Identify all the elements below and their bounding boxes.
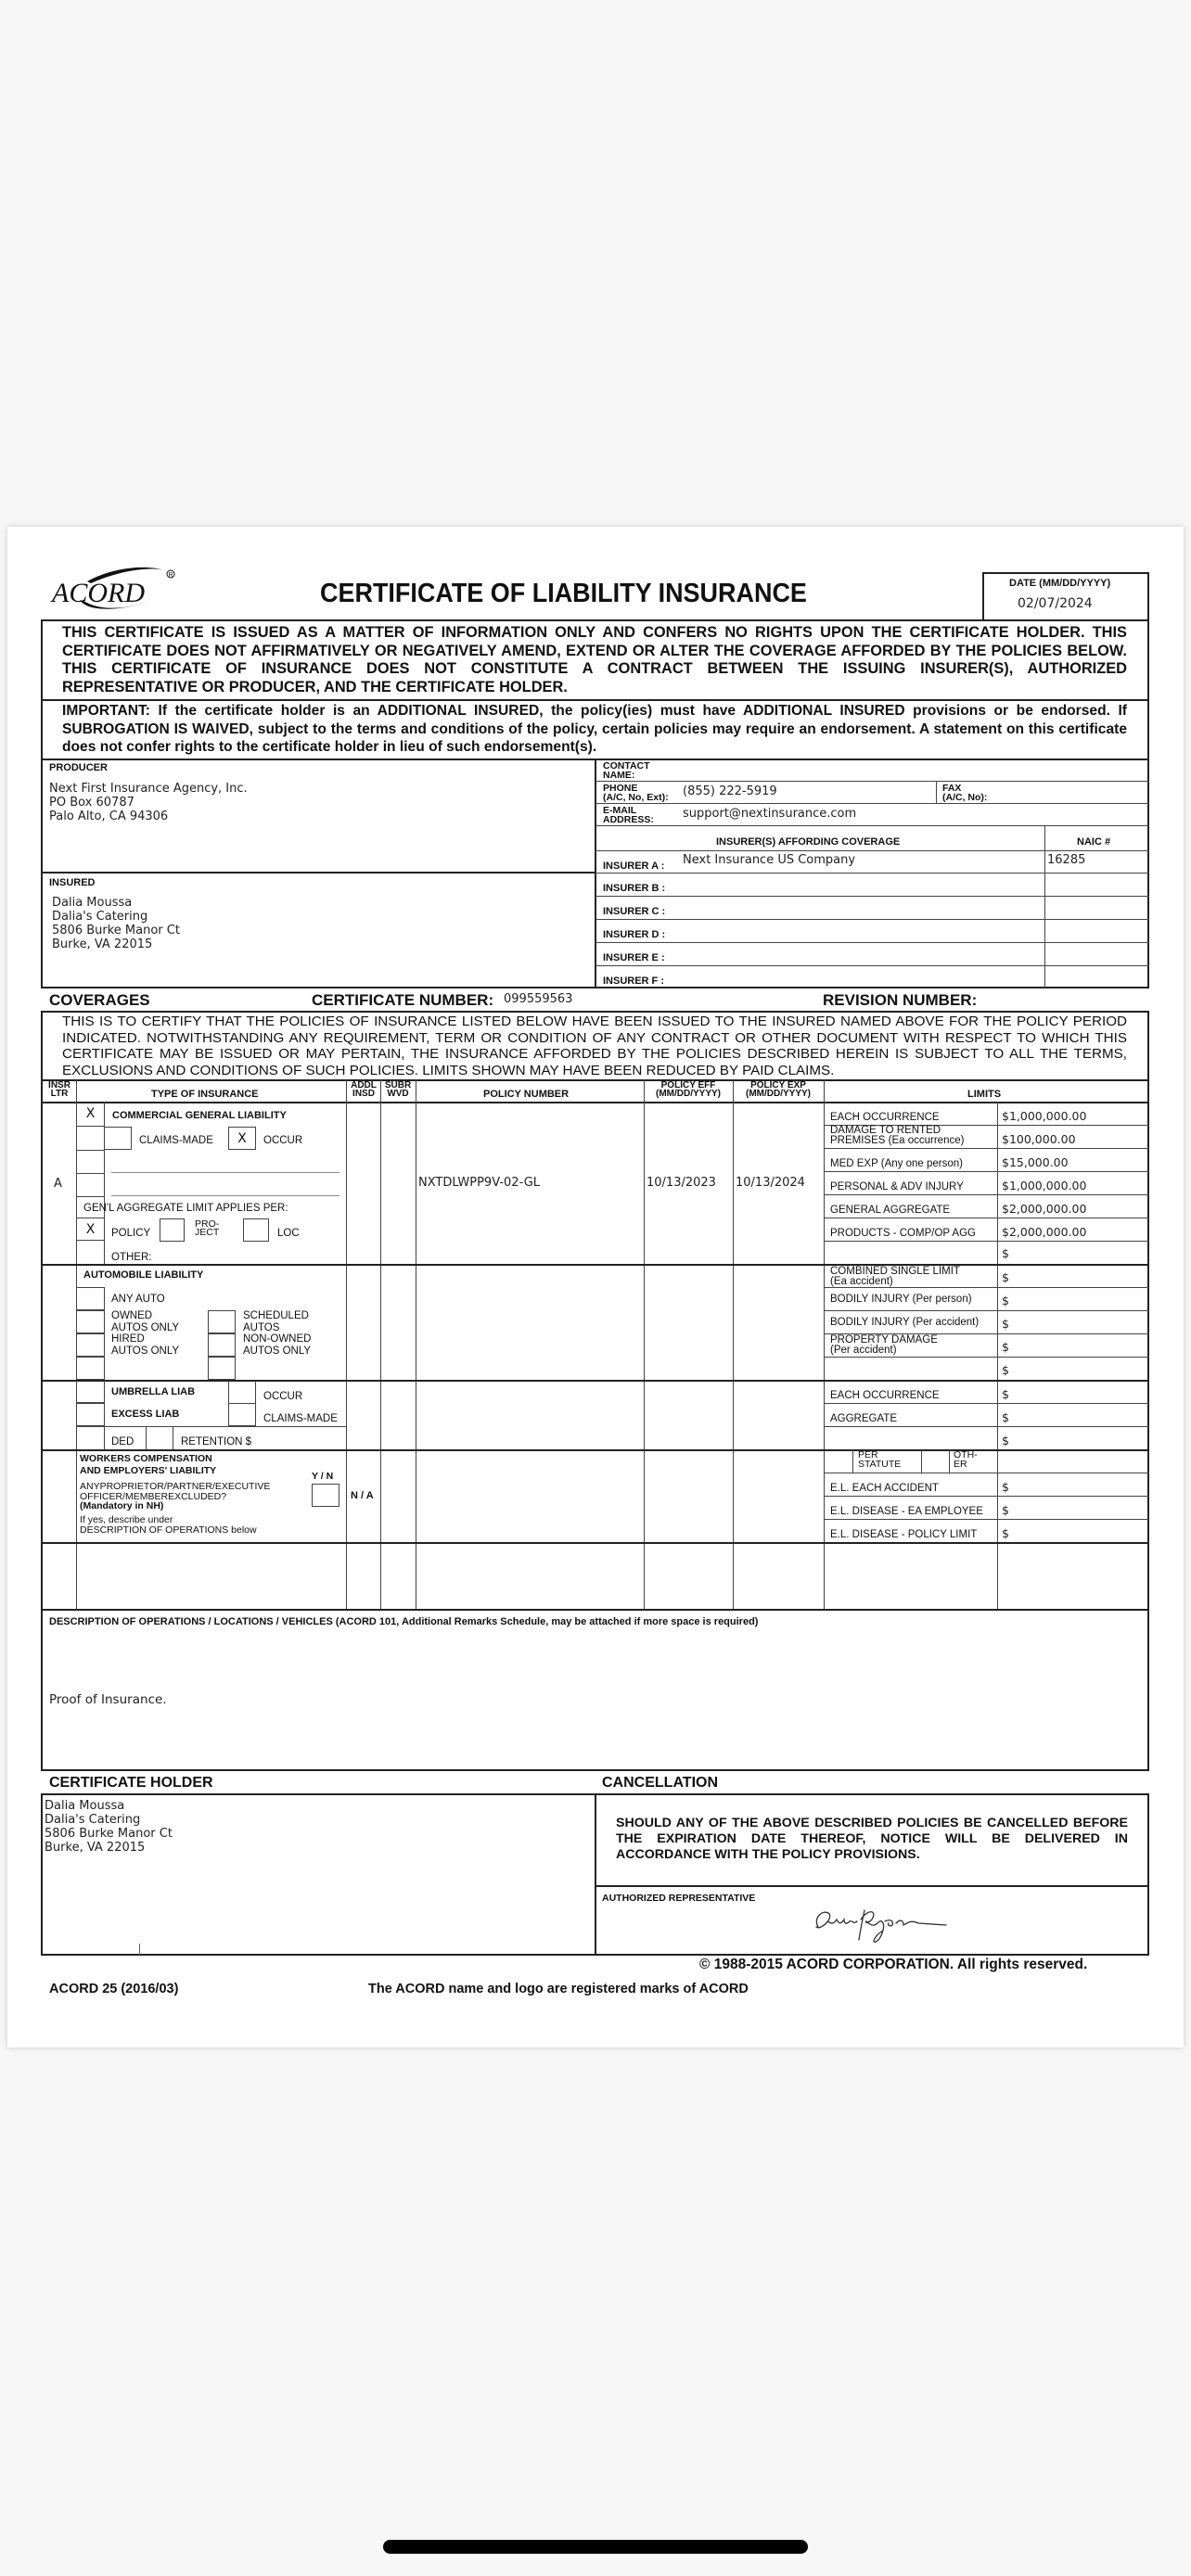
wc-title: [80, 1453, 216, 1477]
insurers-header: INSURER(S) AFFORDING COVERAGE: [716, 836, 901, 848]
scheduled-autos-label: [243, 1310, 309, 1333]
producer-line: Palo Alto, CA 94306: [49, 810, 169, 823]
auto-liability-label: AUTOMOBILE LIABILITY: [83, 1269, 204, 1281]
col-policy-eff-1: POLICY EFF: [660, 1080, 716, 1090]
divider: [921, 1449, 922, 1473]
divider: [111, 1195, 339, 1196]
divider: [596, 825, 1149, 826]
loc-label: LOC: [277, 1228, 300, 1239]
auto-other2-checkbox[interactable]: [208, 1357, 236, 1380]
owned-autos-checkbox[interactable]: [76, 1310, 105, 1333]
col-subr-1: SUBR: [384, 1080, 412, 1090]
gl-limit-label: EACH OCCURRENCE: [830, 1112, 940, 1123]
auto-limit-value: $: [1002, 1340, 1009, 1354]
revision-number-label: REVISION NUMBER:: [823, 991, 978, 1009]
other-label: OTHER:: [111, 1252, 152, 1263]
section-divider: [41, 1449, 1149, 1451]
owned-autos-label: [111, 1310, 179, 1333]
producer-line: Next First Insurance Agency, Inc.: [49, 782, 248, 796]
col-limits: LIMITS: [967, 1089, 1002, 1100]
insured-label: INSURED: [49, 877, 96, 888]
insured-line: Dalia's Catering: [52, 910, 148, 924]
divider: [596, 919, 1149, 920]
cancellation-text: SHOULD ANY OF THE ABOVE DESCRIBED POLICIES BE CANCELLED BEFORE THE EXPIRATION DATE THEREOF, NOTICE WILL BE DELIVERED IN ACCORDANCE WITH THE POLICY PROVISIONS.: [616, 1816, 1128, 1862]
divider: [949, 1449, 950, 1473]
auto-limit-value: $: [1002, 1270, 1009, 1284]
scheduled-1: SCHEDULED: [243, 1310, 309, 1321]
col-policy-eff: [646, 1081, 731, 1098]
trademark: The ACORD name and logo are registered marks of ACORD: [368, 1982, 749, 1996]
divider: [111, 1172, 339, 1173]
auth-rep-label: AUTHORIZED REPRESENTATIVE: [602, 1893, 756, 1904]
svg-text:R: R: [168, 572, 173, 579]
wc-na: N / A: [351, 1490, 374, 1501]
other-2: ER: [954, 1458, 967, 1470]
divider: [824, 1148, 1149, 1149]
insurer-name: Next Insurance US Company: [683, 853, 856, 867]
umbrella-limit-value: $: [1002, 1387, 1009, 1401]
gl-limit-value: $: [1002, 1246, 1009, 1260]
divider: [596, 942, 1149, 943]
insurer-label: INSURER E :: [603, 952, 665, 963]
certificate-holder-label: CERTIFICATE HOLDER: [49, 1775, 213, 1791]
project-label: [195, 1220, 219, 1237]
divider: [596, 803, 1149, 804]
cgl-label: COMMERCIAL GENERAL LIABILITY: [112, 1110, 287, 1121]
wc-question: [80, 1482, 270, 1511]
divider: [139, 1944, 140, 1955]
fax-label-1: FAX: [942, 783, 962, 794]
gl-limit-label: PERSONAL & ADV INJURY: [830, 1181, 964, 1192]
cert-number-label: CERTIFICATE NUMBER:: [312, 991, 494, 1009]
gl-limit-label-2: PREMISES (Ea occurrence): [830, 1135, 965, 1146]
insured-line: 5806 Burke Manor Ct: [52, 924, 180, 937]
any-auto-label: ANY AUTO: [111, 1294, 165, 1305]
wc-q4: If yes, describe under: [80, 1514, 173, 1525]
email-label-1: E-MAIL: [603, 805, 637, 816]
col-addl-2: INSD: [352, 1089, 375, 1099]
loc-checkbox[interactable]: [243, 1218, 269, 1242]
project-label-1: PRO-: [195, 1218, 220, 1230]
phone-label: [603, 784, 669, 802]
naic-header: NAIC #: [1077, 836, 1111, 848]
holder-line: Dalia's Catering: [45, 1813, 141, 1827]
col-policy-exp: [735, 1081, 822, 1098]
hired-1: HIRED: [111, 1333, 145, 1345]
divider: [824, 1403, 1149, 1404]
owned-2: AUTOS ONLY: [111, 1321, 180, 1333]
claims-made-checkbox[interactable]: [104, 1127, 132, 1150]
page-title: CERTIFICATE OF LIABILITY INSURANCE: [320, 579, 807, 608]
non-owned-autos-checkbox[interactable]: [208, 1333, 236, 1357]
form-id: ACORD 25 (2016/03): [49, 1982, 179, 1996]
divider: [824, 1287, 1149, 1288]
wc-limit-value: $: [1002, 1526, 1009, 1540]
wc-limit-label: E.L. DISEASE - POLICY LIMIT: [830, 1529, 978, 1540]
gl-limit-value: $1,000,000.00: [1002, 1179, 1087, 1192]
scheduled-autos-checkbox[interactable]: [208, 1310, 236, 1333]
cgl-checkbox[interactable]: X: [85, 1106, 96, 1121]
umbrella-checkbox[interactable]: [76, 1381, 105, 1403]
divider: [852, 1449, 853, 1473]
description-value[interactable]: Proof of Insurance.: [49, 1692, 167, 1707]
coverages-label: COVERAGES: [49, 991, 150, 1009]
per-statute-label: [858, 1451, 901, 1469]
gl-policy-exp: 10/13/2024: [736, 1176, 805, 1190]
occur-label: OCCUR: [263, 1135, 303, 1146]
excess-label: EXCESS LIAB: [111, 1409, 180, 1420]
insured-line: Burke, VA 22015: [52, 937, 153, 951]
holder-line: Dalia Moussa: [45, 1799, 125, 1813]
acord-swoosh-icon: [48, 561, 186, 617]
col-divider: [346, 1079, 347, 1611]
col-policy-exp-1: POLICY EXP: [750, 1080, 806, 1090]
retention-label: RETENTION $: [181, 1436, 252, 1447]
producer-label: PRODUCER: [49, 762, 108, 773]
wc-q3: (Mandatory in NH): [80, 1500, 164, 1511]
col-insr-ltr: [45, 1081, 74, 1098]
divider: [824, 1357, 1149, 1358]
nonowned-2: AUTOS ONLY: [243, 1345, 312, 1357]
auto-limit-label: [830, 1335, 938, 1355]
divider: [41, 872, 596, 874]
insurer-label: INSURER C :: [603, 906, 666, 917]
gl-limit-value: $2,000,000.00: [1002, 1202, 1087, 1216]
col-policy-eff-2: (MM/DD/YYYY): [656, 1089, 721, 1099]
col-insr-ltr-1: INSR: [48, 1080, 70, 1090]
gl-limit-value: $1,000,000.00: [1002, 1109, 1087, 1123]
divider: [824, 1426, 1149, 1427]
col-insr-ltr-2: LTR: [50, 1089, 69, 1099]
occur-checkbox[interactable]: X: [228, 1127, 256, 1150]
scheduled-2: AUTOS: [243, 1321, 280, 1333]
col-divider: [644, 1079, 645, 1611]
coverage-statement: THIS IS TO CERTIFY THAT THE POLICIES OF INSURANCE LISTED BELOW HAVE BEEN ISSUED TO THE INSURED NAMED ABOVE FOR THE POLICY PERIOD INDICATED. NOTWITHSTANDING ANY REQUIREMENT, TERM OR CONDITION OF ANY CONTRACT OR OTHER DOCUMENT WITH RESPECT TO WHICH THIS CERTIFICATE MAY BE ISSUED OR MAY PERTAIN, THE INSURANCE AFFORDED BY THE POLICIES DESCRIBED HEREIN IS SUBJECT TO ALL THE TERMS, EXCLUSIONS AND CONDITIONS OF SUCH POLICIES. LIMITS SHOWN MAY HAVE BEEN REDUCED BY PAID CLAIMS.: [62, 1014, 1127, 1078]
gl-limit-label: GENERAL AGGREGATE: [830, 1205, 951, 1216]
divider: [824, 1519, 1149, 1520]
wc-limit-value: $: [1002, 1480, 1009, 1494]
project-checkbox[interactable]: [160, 1218, 185, 1242]
other-1: OTH-: [954, 1449, 978, 1460]
auto-limit-value: $: [1002, 1317, 1009, 1331]
wc-note: [80, 1515, 257, 1535]
section-divider: [41, 1264, 1149, 1266]
col-policy-exp-2: (MM/DD/YYYY): [746, 1089, 811, 1099]
divider: [595, 1885, 1149, 1887]
auto-limit-label-1: COMBINED SINGLE LIMIT: [830, 1266, 960, 1277]
col-subr: [382, 1081, 414, 1098]
divider: [104, 1426, 105, 1449]
per-statute-2: STATUTE: [858, 1458, 902, 1470]
holder-line: 5806 Burke Manor Ct: [45, 1827, 173, 1841]
gl-limit-value: $2,000,000.00: [1002, 1225, 1087, 1239]
wc-excluded-checkbox[interactable]: [312, 1484, 339, 1507]
umbrella-limit-label: AGGREGATE: [830, 1413, 897, 1424]
auto-limit-label-4: (Per accident): [830, 1344, 897, 1356]
fax-label: [942, 784, 987, 802]
umbrella-limit-value: $: [1002, 1434, 1009, 1447]
nonowned-1: NON-OWNED: [243, 1333, 312, 1345]
gl-policy-eff: 10/13/2023: [647, 1176, 716, 1190]
gl-limit-label-1: DAMAGE TO RENTED: [830, 1125, 941, 1136]
col-subr-2: WVD: [387, 1089, 409, 1099]
excess-checkbox[interactable]: [76, 1403, 105, 1426]
divider: [824, 1496, 1149, 1497]
divider: [76, 1150, 104, 1151]
phone-label-1: PHONE: [603, 783, 638, 794]
hired-autos-label: [111, 1333, 179, 1357]
contact-name-label-1: CONTACT: [603, 760, 650, 772]
contact-name-label-2: NAME:: [603, 770, 635, 781]
divider: [596, 850, 1149, 851]
email-label: [603, 806, 654, 824]
signature: [807, 1899, 955, 1947]
divider: [76, 1426, 346, 1427]
umbrella-occur-label: OCCUR: [263, 1391, 303, 1402]
col-type: TYPE OF INSURANCE: [151, 1089, 259, 1100]
umbrella-limit-label: EACH OCCURRENCE: [830, 1390, 940, 1401]
divider: [76, 1126, 104, 1127]
umbrella-claims-made-label: CLAIMS-MADE: [263, 1413, 338, 1424]
gl-limit-label: PRODUCTS - COMP/OP AGG: [830, 1228, 976, 1239]
umbrella-label: UMBRELLA LIAB: [111, 1386, 196, 1397]
gl-limit-label: MED EXP (Any one person): [830, 1158, 963, 1169]
home-indicator[interactable]: [383, 2540, 808, 2554]
cert-number-value: 099559563: [504, 992, 573, 1006]
divider: [824, 1194, 1149, 1195]
contact-name-label: [603, 761, 650, 780]
date-value: 02/07/2024: [1018, 596, 1093, 611]
insured-line: Dalia Moussa: [52, 896, 133, 910]
other-statute-label: [954, 1451, 978, 1469]
insurer-label: INSURER D :: [603, 929, 666, 940]
divider: [824, 1171, 1149, 1172]
col-policy-number: POLICY NUMBER: [483, 1089, 570, 1100]
fax-label-2: (A/C, No):: [942, 792, 988, 803]
ded-label: DED: [111, 1436, 134, 1447]
auto-limit-label: BODILY INJURY (Per person): [830, 1294, 972, 1305]
gl-limit-value: $15,000.00: [1002, 1155, 1069, 1169]
gl-limit-value: $100,000.00: [1002, 1132, 1076, 1146]
umbrella-occur-checkbox[interactable]: [228, 1381, 256, 1404]
wc-limit-label: E.L. DISEASE - EA EMPLOYEE: [830, 1506, 983, 1517]
col-divider: [380, 1079, 381, 1611]
col-addl-1: ADDL: [351, 1080, 377, 1090]
owned-1: OWNED: [111, 1310, 153, 1321]
copyright: © 1988-2015 ACORD CORPORATION. All rights reserved.: [699, 1957, 1088, 1972]
important-text: IMPORTANT: If the certificate holder is an ADDITIONAL INSURED, the policy(ies) must have ADDITIONAL INSURED provisions or be endorsed. If SUBROGATION IS WAIVED, subject to the terms and conditions of the policy, certain policies may require an endorsement. A statement on this certificate does not confer rights to the certificate holder in lieu of such endorsement(s).: [62, 703, 1127, 755]
cancellation-label: CANCELLATION: [602, 1775, 719, 1791]
auto-other-checkbox[interactable]: [76, 1357, 105, 1380]
project-label-2: JECT: [195, 1227, 220, 1238]
wc-title-1: WORKERS COMPENSATION: [80, 1453, 212, 1464]
divider: [595, 759, 596, 988]
email-label-2: ADDRESS:: [603, 814, 654, 825]
umbrella-claims-made-checkbox[interactable]: [228, 1403, 256, 1426]
col-divider: [824, 1079, 825, 1611]
gen-agg-label: GEN'L AGGREGATE LIMIT APPLIES PER:: [83, 1203, 288, 1214]
hired-autos-checkbox[interactable]: [76, 1333, 105, 1357]
col-divider: [733, 1079, 734, 1611]
divider: [76, 1196, 104, 1197]
divider: [596, 965, 1149, 966]
insr-ltr-a: A: [54, 1177, 62, 1191]
insurer-label: INSURER A :: [603, 861, 665, 872]
email-value: support@nextinsurance.com: [683, 807, 857, 821]
description-label: DESCRIPTION OF OPERATIONS / LOCATIONS / VEHICLES (ACORD 101, Additional Remarks Schedule, may be attached if more space is required): [49, 1616, 759, 1627]
description-box: [41, 1609, 1149, 1771]
gl-policy-number: NXTDLWPP9V-02-GL: [418, 1176, 541, 1190]
svg-text:ACORD: ACORD: [52, 578, 145, 608]
wc-title-2: AND EMPLOYERS' LIABILITY: [80, 1465, 217, 1476]
per-statute-1: PER: [858, 1449, 878, 1460]
auto-limit-label: [830, 1267, 960, 1286]
producer-line: PO Box 60787: [49, 796, 134, 810]
wc-q2: OFFICER/MEMBEREXCLUDED?: [80, 1490, 227, 1502]
signature-icon: [807, 1899, 955, 1947]
divider: [936, 781, 937, 803]
hired-2: AUTOS ONLY: [111, 1345, 180, 1357]
phone-label-2: (A/C, No, Ext):: [603, 792, 669, 803]
insurer-label: INSURER F :: [603, 976, 664, 987]
divider: [76, 1173, 104, 1174]
umbrella-limit-value: $: [1002, 1410, 1009, 1424]
auto-limit-label: BODILY INJURY (Per accident): [830, 1317, 980, 1328]
gl-limit-label: [830, 1126, 964, 1146]
divider: [596, 896, 1149, 897]
divider: [824, 1241, 1149, 1242]
col-addl: [348, 1081, 379, 1098]
non-owned-autos-label: [243, 1333, 311, 1357]
yn-label: Y / N: [312, 1471, 334, 1482]
section-divider: [41, 1380, 1149, 1382]
policy-label: POLICY: [111, 1228, 151, 1239]
auto-limit-label-2: (Ea accident): [830, 1275, 893, 1287]
ded-checkbox[interactable]: [146, 1426, 173, 1449]
phone-value: (855) 222-5919: [683, 784, 777, 798]
section-divider: [41, 1542, 1149, 1544]
insurer-label: INSURER B :: [603, 883, 666, 894]
acord-logo: [48, 561, 186, 617]
any-auto-checkbox[interactable]: [76, 1287, 105, 1310]
holder-line: Burke, VA 22015: [45, 1841, 146, 1855]
divider: [596, 781, 1149, 782]
divider: [41, 1102, 1149, 1103]
divider: [824, 1310, 1149, 1311]
disclaimer-text: THIS CERTIFICATE IS ISSUED AS A MATTER OF INFORMATION ONLY AND CONFERS NO RIGHTS UPON THE CERTIFICATE HOLDER. THIS CERTIFICATE DOES NOT AFFIRMATIVELY OR NEGATIVELY AMEND, EXTEND OR ALTER THE COVERAGE AFFORDED BY THE POLICIES BELOW. THIS CERTIFICATE OF INSURANCE DOES NOT CONSTITUTE A CONTRACT BETWEEN THE ISSUING INSURER(S), AUTHORIZED REPRESENTATIVE OR PRODUCER, AND THE CERTIFICATE HOLDER.: [62, 624, 1127, 695]
wc-q1: ANYPROPRIETOR/PARTNER/EXECUTIVE: [80, 1481, 271, 1492]
auto-limit-value: $: [1002, 1294, 1009, 1307]
divider: [596, 873, 1149, 874]
auto-limit-value: $: [1002, 1363, 1009, 1377]
wc-limit-label: E.L. EACH ACCIDENT: [830, 1483, 939, 1494]
date-label: DATE (MM/DD/YYYY): [1009, 578, 1111, 589]
insurer-naic: 16285: [1047, 853, 1086, 867]
policy-checkbox[interactable]: X: [77, 1218, 104, 1241]
wc-limit-value: $: [1002, 1503, 1009, 1517]
auto-limit-label-3: PROPERTY DAMAGE: [830, 1334, 938, 1345]
claims-made-label: CLAIMS-MADE: [139, 1135, 213, 1146]
wc-q5: DESCRIPTION OF OPERATIONS below: [80, 1524, 257, 1536]
